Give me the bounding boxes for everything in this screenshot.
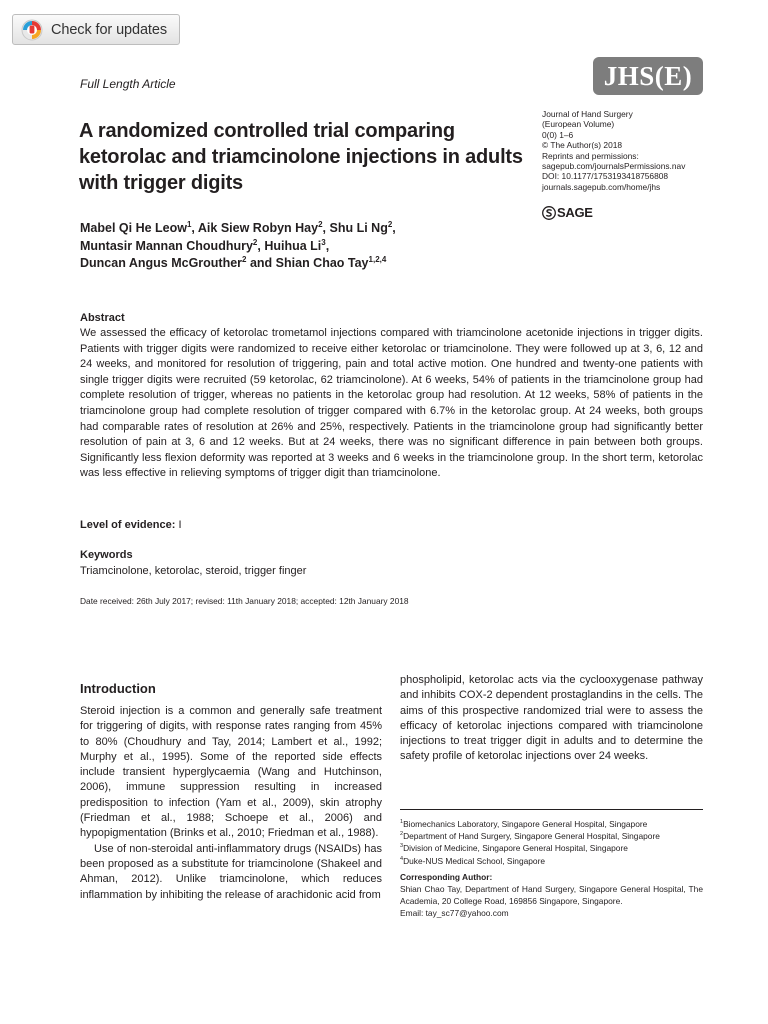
corresponding-author-email[interactable]: Email: tay_sc77@yahoo.com — [400, 908, 509, 919]
author-list — [80, 220, 540, 273]
author-name: Shu Li Ng — [329, 221, 388, 235]
keywords-text: Triamcinolone, ketorolac, steroid, trigger finger — [80, 565, 307, 577]
author-name: Aik Siew Robyn Hay — [197, 221, 319, 235]
doi-link[interactable]: DOI: 10.1177/1753193418756808 — [542, 171, 669, 182]
affiliation: $^1$Biomechanics Laboratory, Singapore General Hospital, Singapore — [400, 819, 648, 829]
author-separator: , — [191, 221, 198, 235]
author-separator: , — [322, 221, 330, 235]
abstract-heading: Abstract — [80, 312, 125, 324]
journal-info — [542, 109, 742, 192]
affiliation: $^4$Duke-NUS Medical School, Singapore — [400, 855, 546, 866]
corresponding-author-address: Shian Chao Tay, Department of Hand Surgery, Singapore General Hospital, The Academia, 20 College Road, 169856 Singapore, Singapore. — [400, 884, 703, 907]
introduction-paragraph-continued: phospholipid, ketorolac acts via the cyclooxygenase pathway and inhibits COX-2 dependent prostaglandins in the cells. The aims of this prospective randomized trial were to assess the efficacy of ketorolac injections compared with triamcinolone injections to treat trigger digit in adults and to determine the safety profile of ketorolac injections over 24 weeks. — [400, 674, 703, 763]
level-of-evidence-value: I — [178, 519, 182, 531]
check-for-updates-button[interactable] — [12, 14, 180, 45]
level-of-evidence-label: Level of evidence: — [80, 519, 176, 531]
journal-logo: JHS(E) — [593, 57, 703, 95]
author-name: Huihua Li — [264, 238, 322, 253]
affiliation: $^2$Department of Hand Surgery, Singapore General Hospital, Singapore — [400, 831, 660, 842]
author-separator: , — [392, 221, 396, 235]
keywords-heading: Keywords — [80, 549, 133, 561]
introduction-heading: Introduction — [80, 681, 156, 696]
author-affiliation-marker: 2 — [318, 219, 323, 229]
article-dates: Date received: 26th July 2017; revised: 11th January 2018; accepted: 12th January 2018 — [80, 596, 409, 606]
sage-icon — [542, 206, 556, 220]
article-type: Full Length Article — [80, 77, 176, 91]
introduction-left-column — [80, 704, 382, 903]
journal-info-line: 0(0) 1–6 — [542, 129, 574, 140]
corresponding-author-heading: Corresponding Author: — [400, 871, 493, 882]
level-of-evidence — [80, 519, 182, 531]
author-separator: , — [325, 238, 330, 253]
affiliation: $^3$Division of Medicine, Singapore General Hospital, Singapore — [400, 843, 628, 854]
author-name: Muntasir Mannan Choudhury — [80, 238, 253, 253]
author-affiliation-marker: 1 — [186, 219, 192, 229]
journal-info-line: (European Volume) — [542, 119, 615, 130]
journal-info-line: Reprints and permissions: — [542, 150, 639, 161]
abstract-text: We assessed the efficacy of ketorolac trometamol injections compared with triamcinolone acetonide injections in trigger digits. Patients with trigger digits were randomized to receive either ketorolac or triamcinolone. They were followed up at 3, 6, 12 and 24 weeks, and monitored for resolution of triggering, pain and total active motion. One hundred and twenty-one patients with single trigger digits were recruited (59 ketorolac, 62 triamcinolone). At 6 weeks, 54% of patients in the triamcinolone group had complete resolution of trigger, whereas no patients in the ketorolac group had resolution. At 12 weeks, 58% of patients in the triamcinolone group had complete resolution of trigger compared with 6.7% in the ketorolac group. At 24 weeks, both groups had comparable rates of resolution at 26% and 25%, respectively. Patients in the triamcinolone group had significantly better resolution of pain at 3, 6 and 12 weeks. But at 24 weeks, there was no significant difference in pain between both groups. Significantly less flexion deformity was reported at 3 weeks and 6 weeks in the triamcinolone group. In the short term, ketorolac was less effective in relieving symptoms of trigger digit than triamcinolone. — [80, 327, 703, 480]
introduction-paragraph: Steroid injection is a common and generally safe treatment for triggering of digits, with response rates ranging from 45% to 80% (Choudhury and Tay, 2014; Lambert et al., 1992; Murphy et al., 1995). Some of the reported side effects include transient hyperglycaemia (Wang and Hutchinson, 2006), immune suppression resulting in increased predisposition to infection (Yam et al., 2009), skin atrophy (Friedman et al., 1988; Schoepe et al., 2006) and hypopigmentation (Brinks et al., 2010; Friedman et al., 1988). — [80, 705, 382, 840]
check-for-updates-label: Check for updates — [51, 21, 167, 38]
author-separator: , — [257, 238, 265, 253]
journal-info-line: © The Author(s) 2018 — [542, 140, 623, 151]
author-name: Duncan Angus McGrouther — [80, 256, 243, 270]
permissions-link[interactable]: sagepub.com/journalsPermissions.nav — [542, 161, 686, 172]
author-name: Mabel Qi He Leow — [80, 221, 187, 235]
author-affiliation-marker: 2 — [242, 254, 247, 264]
author-affiliation-marker: 1,2,4 — [368, 254, 387, 264]
journal-info-line: Journal of Hand Surgery — [542, 109, 633, 119]
crossmark-icon — [21, 19, 43, 41]
author-affiliation-marker: 2 — [387, 219, 393, 229]
author-name: Shian Chao Tay — [275, 256, 369, 270]
author-affiliation-marker: 3 — [321, 237, 326, 247]
footnote-divider — [400, 809, 703, 810]
publisher-logo — [542, 205, 593, 220]
author-separator: and — [246, 256, 276, 270]
introduction-paragraph: Use of non-steroidal anti-inflammatory drugs (NSAIDs) has been proposed as a substitute for triamcinolone (Shakeel and Ahman, 2012). Unlike triamcinolone, which reduces inflammation by inhibiting the release of arachidonic acid from — [80, 842, 382, 901]
author-affiliation-marker: 2 — [252, 237, 258, 247]
journal-home-link[interactable]: journals.sagepub.com/home/jhs — [542, 181, 661, 192]
publisher-name: SAGE — [557, 205, 593, 220]
footnotes — [400, 818, 703, 920]
article-title: A randomized controlled trial comparing ketorolac and triamcinolone injections in adults with trigger digits — [79, 120, 523, 194]
